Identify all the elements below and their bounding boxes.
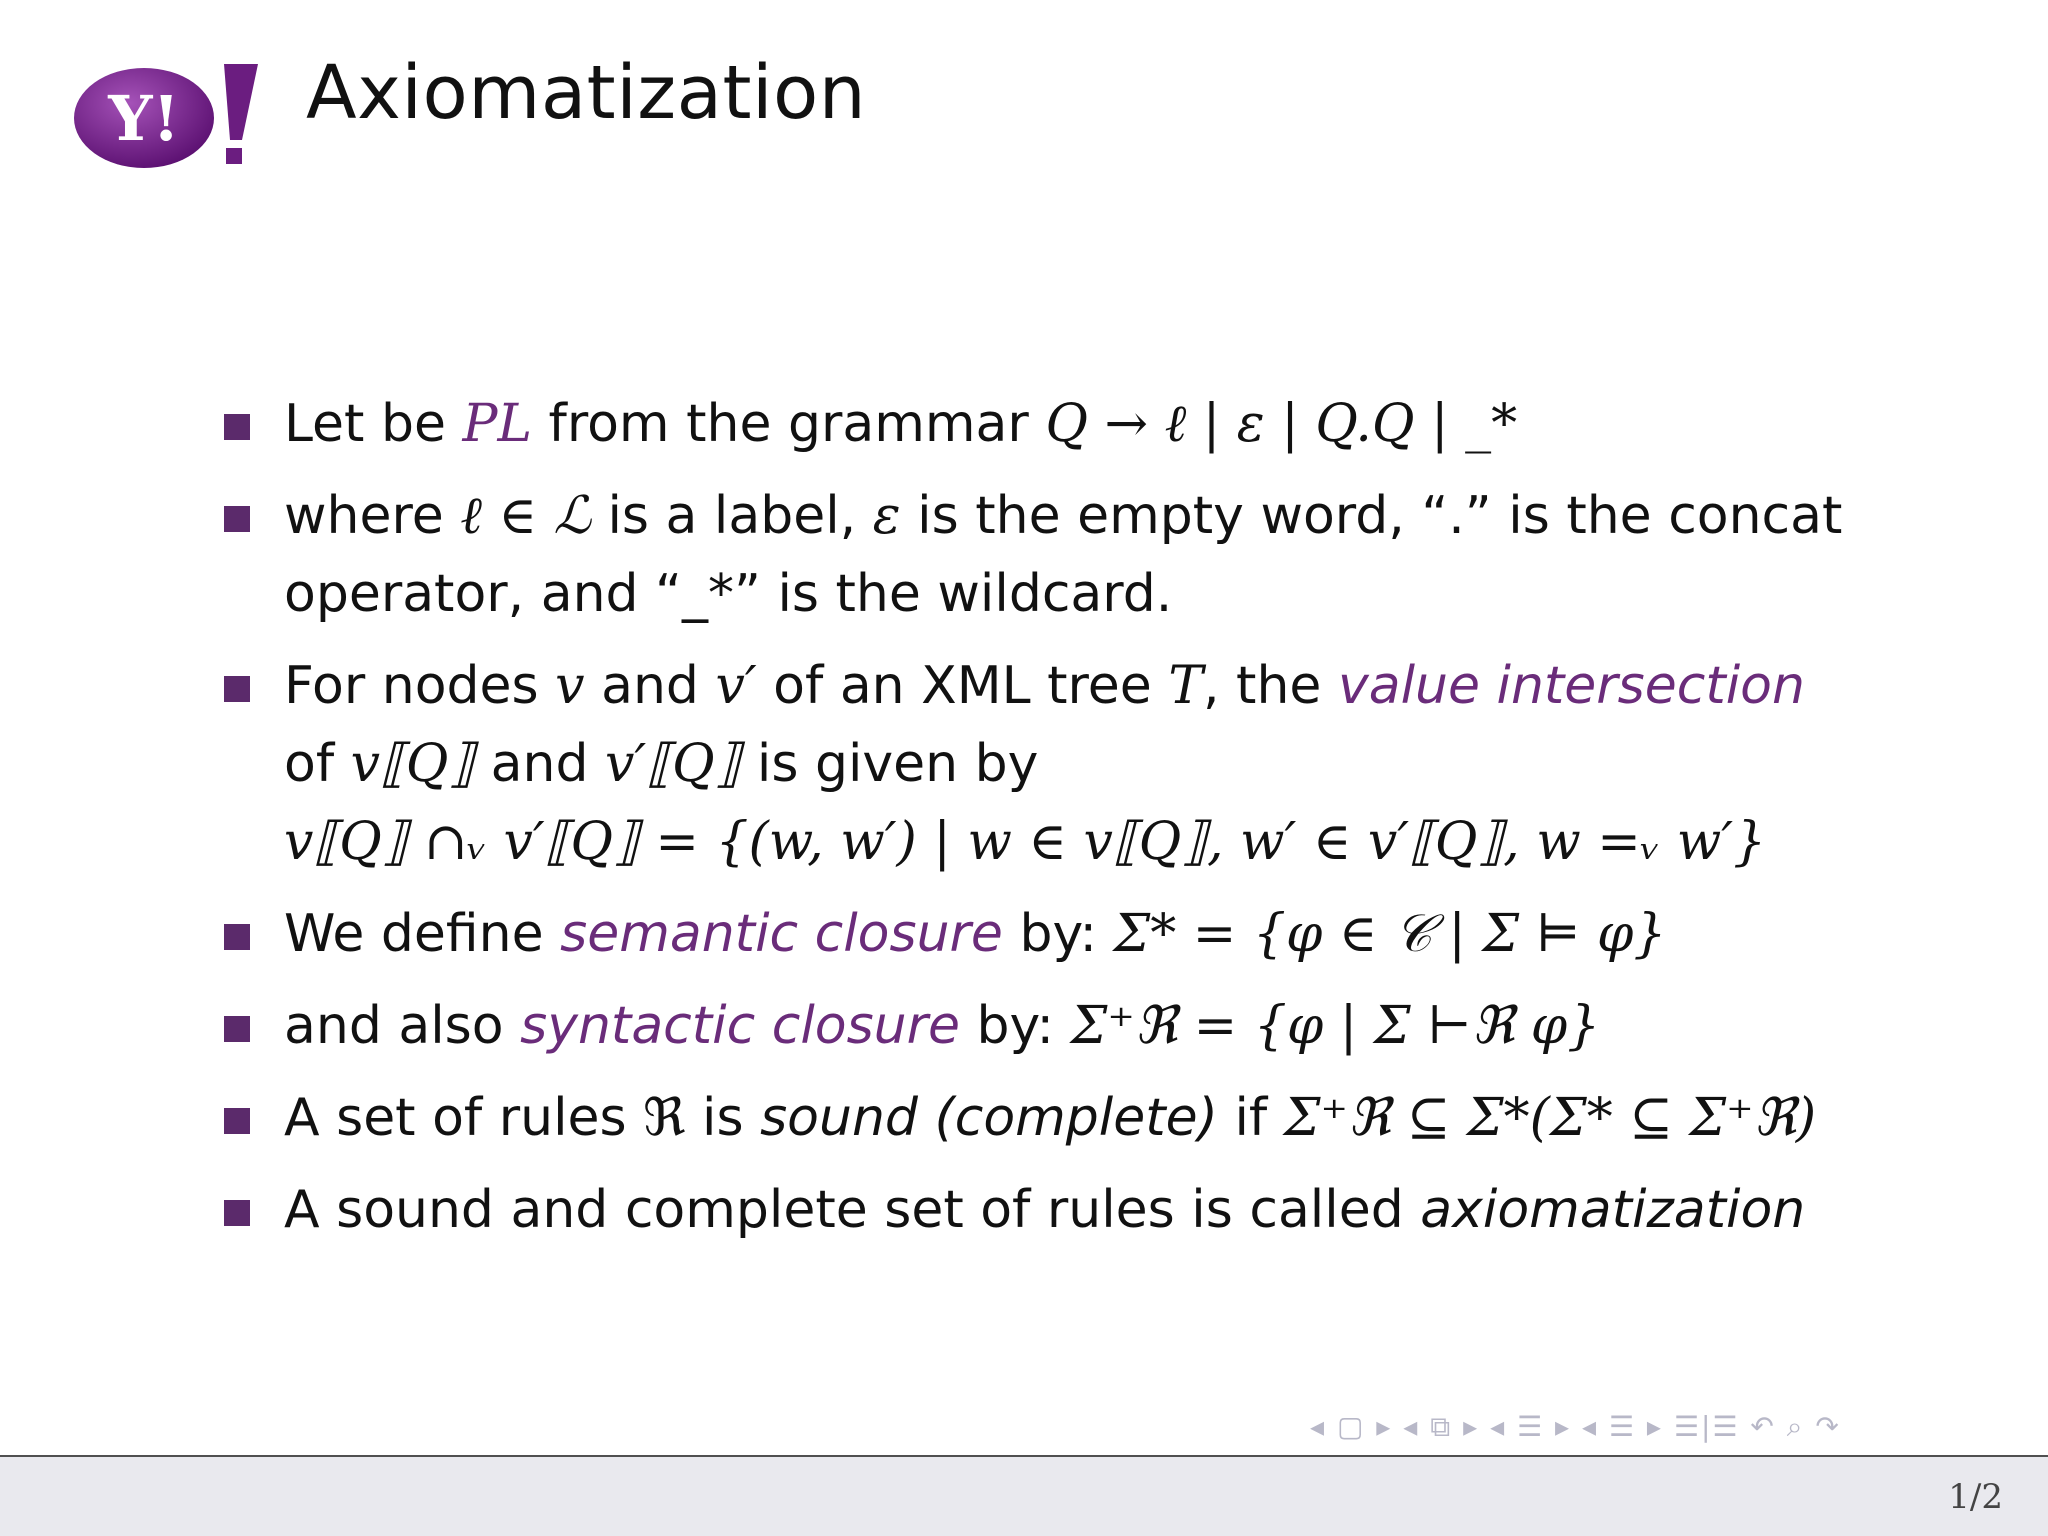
text-segment: A set of rules: [284, 1088, 644, 1148]
text-segment: operator, and “_*” is the wildcard.: [284, 564, 1173, 624]
text-segment: is given by: [740, 734, 1039, 794]
bullet-line: [284, 987, 1884, 1065]
bullet-item: [224, 385, 1884, 463]
beamer-navigation-icons[interactable]: ◂ ▢ ▸ ◂ ⧉ ▸ ◂ ☰ ▸ ◂ ☰ ▸ ☰|☰ ↶ ⌕ ↷: [1310, 1410, 1841, 1443]
bullet-list: [224, 385, 1884, 1263]
bullet-square-icon: [224, 1108, 250, 1134]
bullet-line: [284, 803, 1884, 881]
bullet-item: [224, 1171, 1884, 1249]
bullet-line: [284, 385, 1884, 463]
text-segment: by:: [1002, 904, 1114, 964]
yahoo-logo: [72, 60, 262, 172]
slide-title: Axiomatization: [306, 50, 867, 136]
text-segment: ℓ ∈ ℒ: [460, 486, 591, 546]
footer-bar: [0, 1455, 2048, 1536]
bullet-item: [224, 987, 1884, 1065]
bullet-line: [284, 647, 1884, 725]
text-segment: and: [584, 656, 716, 716]
bullet-line: [284, 725, 1884, 803]
bullet-item: [224, 1079, 1884, 1157]
text-segment: semantic closure: [560, 904, 1003, 964]
bullet-square-icon: [224, 1016, 250, 1042]
text-segment: and also: [284, 996, 521, 1056]
bullet-line: [284, 477, 1884, 555]
bullet-line: [284, 555, 1884, 633]
text-segment: v: [555, 656, 585, 716]
text-segment: from the grammar: [532, 394, 1046, 454]
text-segment: by:: [960, 996, 1071, 1056]
text-segment: For nodes: [284, 656, 556, 716]
bullet-square-icon: [224, 924, 250, 950]
text-segment: v′⟦Q⟧: [605, 734, 741, 794]
logo-letters: Y!: [108, 82, 180, 155]
text-segment: v⟦Q⟧ ∩ᵥ v′⟦Q⟧ = {(w, w′) | w ∈ v⟦Q⟧, w′ ∈ v′⟦Q⟧, w =ᵥ w′}: [284, 812, 1767, 872]
page-number: 1/2: [1948, 1477, 2003, 1517]
text-segment: where: [284, 486, 461, 546]
bullet-item: [224, 895, 1884, 973]
text-segment: ℜ: [643, 1088, 686, 1148]
text-segment: Σ* = {φ ∈ 𝒞 | Σ ⊨ φ}: [1113, 904, 1667, 964]
text-segment: Σ⁺ℜ ⊆ Σ*(Σ* ⊆ Σ⁺ℜ): [1283, 1088, 1817, 1148]
bullet-item: [224, 647, 1884, 881]
text-segment: syntactic closure: [520, 996, 961, 1056]
text-segment: if: [1217, 1088, 1284, 1148]
text-segment: value intersection: [1337, 656, 1805, 716]
text-segment: sound (complete): [760, 1088, 1218, 1148]
text-segment: is a label,: [590, 486, 873, 546]
text-segment: We define: [284, 904, 561, 964]
text-segment: A sound and complete set of rules is called: [284, 1180, 1421, 1240]
text-segment: Σ⁺ℜ = {φ | Σ ⊢ℜ φ}: [1070, 996, 1601, 1056]
text-segment: PL: [462, 394, 533, 454]
text-segment: is the empty word, “.” is the concat: [900, 486, 1843, 546]
bullet-square-icon: [224, 414, 250, 440]
bullet-square-icon: [224, 676, 250, 702]
bullet-line: [284, 1079, 1884, 1157]
text-segment: axiomatization: [1420, 1180, 1806, 1240]
text-segment: v⟦Q⟧: [350, 734, 475, 794]
text-segment: Q → ℓ | ε | Q.Q | _*: [1045, 394, 1518, 454]
bullet-line: [284, 895, 1884, 973]
bullet-item: [224, 477, 1884, 633]
text-segment: Let be: [284, 394, 463, 454]
bullet-line: [284, 1171, 1884, 1249]
text-segment: ε: [872, 486, 901, 546]
text-segment: of: [284, 734, 351, 794]
text-segment: of an XML tree: [756, 656, 1169, 716]
text-segment: v′: [715, 656, 757, 716]
bullet-square-icon: [224, 1200, 250, 1226]
text-segment: is: [685, 1088, 761, 1148]
text-segment: , the: [1203, 656, 1338, 716]
bullet-square-icon: [224, 506, 250, 532]
text-segment: T: [1168, 656, 1203, 716]
text-segment: and: [474, 734, 606, 794]
